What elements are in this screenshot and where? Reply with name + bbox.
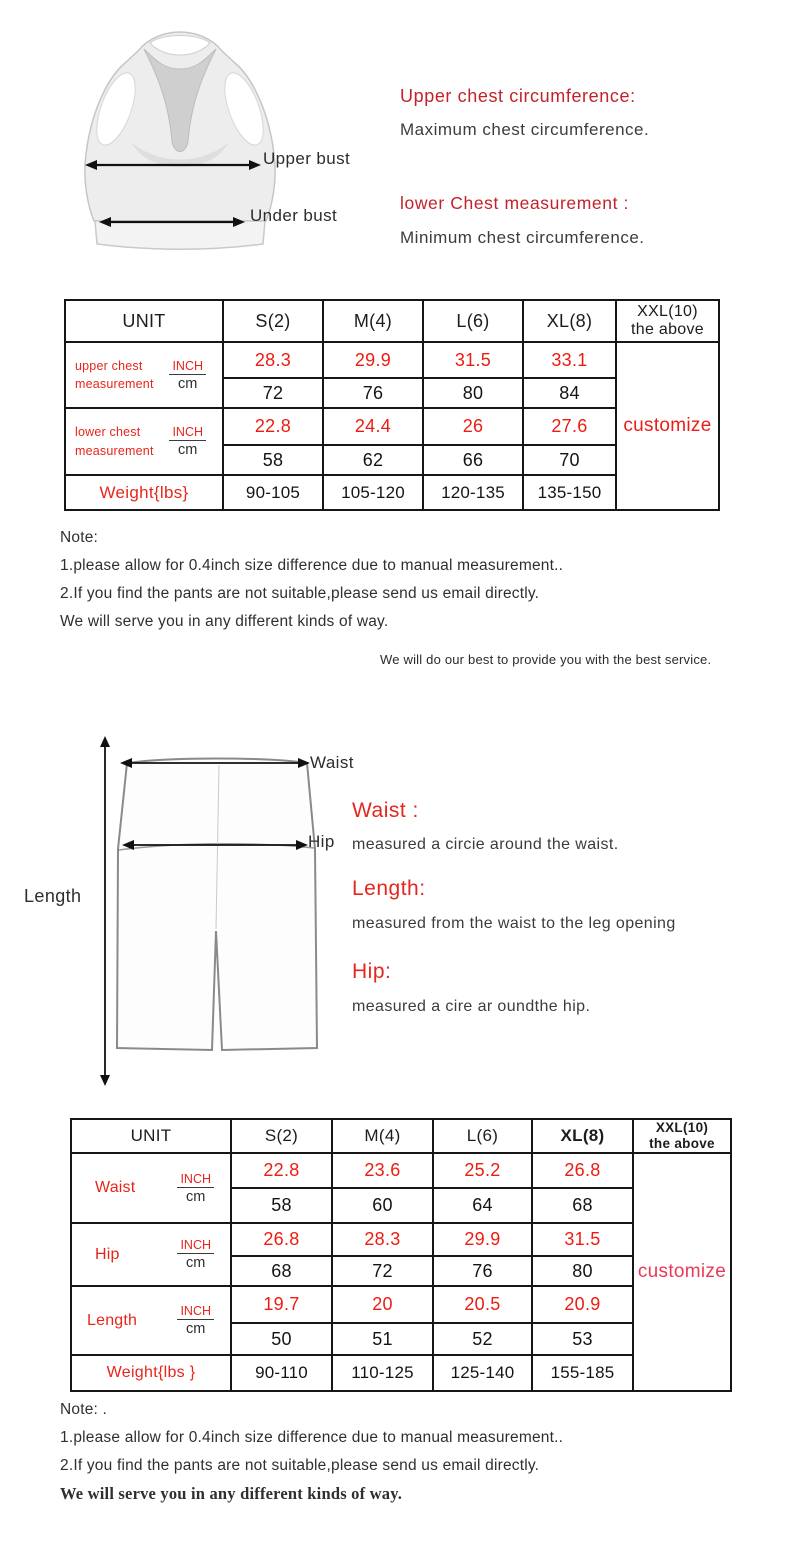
length-definition-text: measured from the waist to the leg opening (352, 915, 676, 932)
cm-unit: cm (186, 1321, 206, 1337)
t1-header-m: M(4) (323, 300, 423, 342)
t2-header-m: M(4) (332, 1119, 433, 1153)
t1-header-s: S(2) (223, 300, 323, 342)
t1-lower-chest-label-cell (65, 408, 223, 475)
t2-cell: 29.9 (433, 1223, 532, 1256)
t1-cell: 80 (423, 378, 523, 408)
cm-unit: cm (178, 375, 198, 392)
t1-xxl-line2: the above (631, 321, 704, 338)
length-arrow (100, 736, 110, 1086)
t2-hip-label: Hip (95, 1245, 120, 1263)
note2-line2: 2.If you find the pants are not suitable,please send us email directly. (60, 1457, 540, 1474)
lower-chest-description: Minimum chest circumference. (400, 228, 645, 247)
t2-cell: 28.3 (332, 1223, 433, 1256)
t2-hip-unit-fraction (177, 1238, 214, 1271)
t1-cell: 90-105 (223, 475, 323, 510)
inch-unit: INCH (169, 425, 206, 441)
t2-customize-cell: customize (633, 1153, 731, 1391)
shorts-illustration (20, 732, 350, 1088)
t2-cell: 68 (231, 1256, 332, 1286)
note2-title: Note: . (60, 1401, 108, 1418)
shorts-size-table (70, 1118, 732, 1392)
t1-cell: 33.1 (523, 342, 616, 378)
t2-cell: 22.8 (231, 1153, 332, 1188)
t2-length-label-cell (71, 1286, 231, 1355)
t2-cell: 64 (433, 1188, 532, 1223)
t2-xxl-line1: XXL(10) (655, 1120, 709, 1136)
t1-cell: 58 (223, 445, 323, 475)
t1-cell: 72 (223, 378, 323, 408)
t1-cell: 135-150 (523, 475, 616, 510)
note2-line3: We will serve you in any different kinds of way. (60, 1484, 403, 1503)
t2-cell: 31.5 (532, 1223, 633, 1256)
inch-unit: INCH (177, 1304, 214, 1320)
t1-cell: 22.8 (223, 408, 323, 445)
t1-cell: 31.5 (423, 342, 523, 378)
t2-cell: 60 (332, 1188, 433, 1223)
t1-lower-unit-fraction (169, 425, 206, 458)
t2-cell: 68 (532, 1188, 633, 1223)
t2-waist-unit-fraction (177, 1172, 214, 1205)
t1-header-xxl (616, 300, 719, 342)
upper-bust-label: Upper bust (263, 149, 351, 168)
t2-cell: 52 (433, 1323, 532, 1355)
waist-definition-text: measured a circie around the waist. (352, 836, 619, 853)
note1-line2: 2.If you find the pants are not suitable,please send us email directly. (60, 585, 540, 602)
t1-header-unit: UNIT (65, 300, 223, 342)
t1-cell: 76 (323, 378, 423, 408)
t1-cell: 24.4 (323, 408, 423, 445)
t2-hip-label-cell (71, 1223, 231, 1286)
t2-cell: 20.9 (532, 1286, 633, 1323)
t1-upper-chest-label-cell (65, 342, 223, 408)
waist-definition-heading: Waist : (352, 799, 419, 822)
note1-line3: We will serve you in any different kinds of way. (60, 613, 389, 630)
shorts-hip-label: Hip (308, 832, 335, 851)
t2-cell: 90-110 (231, 1355, 332, 1391)
t2-cell: 110-125 (332, 1355, 433, 1391)
hip-definition-text: measured a cire ar oundthe hip. (352, 998, 591, 1015)
t1-cell: 105-120 (323, 475, 423, 510)
note1-title: Note: (60, 529, 99, 546)
t1-header-xl: XL(8) (523, 300, 616, 342)
t2-cell: 72 (332, 1256, 433, 1286)
length-definition-heading: Length: (352, 877, 426, 900)
cm-unit: cm (186, 1255, 206, 1271)
inch-unit: INCH (169, 359, 206, 375)
t1-upper-chest-label (75, 357, 154, 393)
t1-cell: 70 (523, 445, 616, 475)
shorts-waist-label: Waist (310, 753, 354, 772)
bra-size-table (64, 299, 720, 511)
t2-cell: 155-185 (532, 1355, 633, 1391)
t2-cell: 23.6 (332, 1153, 433, 1188)
t2-length-unit-fraction (177, 1304, 214, 1337)
t2-cell: 80 (532, 1256, 633, 1286)
inch-unit: INCH (177, 1238, 214, 1254)
service-note: We will do our best to provide you with the best service. (380, 652, 712, 667)
t2-cell: 25.2 (433, 1153, 532, 1188)
t2-cell: 19.7 (231, 1286, 332, 1323)
note-block-1 (60, 524, 563, 636)
t2-header-s: S(2) (231, 1119, 332, 1153)
shorts-outline (117, 759, 317, 1051)
t2-cell: 26.8 (231, 1223, 332, 1256)
t2-cell: 76 (433, 1256, 532, 1286)
t1-upper-chest-line2: measurement (75, 377, 154, 391)
t1-lower-chest-line2: measurement (75, 443, 154, 458)
t2-header-unit: UNIT (71, 1119, 231, 1153)
t2-cell: 20 (332, 1286, 433, 1323)
t1-cell: 84 (523, 378, 616, 408)
t1-cell: 26 (423, 408, 523, 445)
t1-upper-unit-fraction (169, 359, 206, 392)
t1-cell: 28.3 (223, 342, 323, 378)
t1-cell: 66 (423, 445, 523, 475)
t1-lower-chest-line1: lower chest (75, 425, 141, 440)
cm-unit: cm (178, 442, 198, 458)
t1-weight-label: Weight{lbs} (65, 475, 223, 510)
t2-waist-label-cell (71, 1153, 231, 1223)
bra-band (95, 221, 265, 249)
t1-cell: 120-135 (423, 475, 523, 510)
t2-cell: 125-140 (433, 1355, 532, 1391)
note1-line1: 1.please allow for 0.4inch size difference due to manual measurement.. (60, 557, 564, 574)
upper-chest-description: Maximum chest circumference. (400, 120, 650, 139)
t2-cell: 26.8 (532, 1153, 633, 1188)
cm-unit: cm (186, 1188, 206, 1205)
t2-xxl-line2: the above (649, 1136, 715, 1151)
t2-waist-label: Waist (95, 1179, 136, 1197)
t2-length-label: Length (87, 1311, 138, 1329)
t2-weight-label: Weight{lbs } (71, 1355, 231, 1391)
inch-unit: INCH (177, 1172, 214, 1188)
shorts-length-label: Length (24, 886, 82, 906)
t1-xxl-line1: XXL(10) (637, 302, 698, 320)
lower-chest-heading: lower Chest measurement : (400, 193, 629, 213)
t2-header-l: L(6) (433, 1119, 532, 1153)
t1-cell: 27.6 (523, 408, 616, 445)
hip-definition-heading: Hip: (352, 960, 392, 983)
t2-cell: 51 (332, 1323, 433, 1355)
t2-header-xl: XL(8) (532, 1119, 633, 1153)
t1-header-l: L(6) (423, 300, 523, 342)
t1-cell: 62 (323, 445, 423, 475)
note2-line1: 1.please allow for 0.4inch size difference due to manual measurement.. (60, 1429, 564, 1446)
t2-cell: 53 (532, 1323, 633, 1355)
note-block-2 (60, 1396, 563, 1508)
under-bust-label: Under bust (250, 206, 338, 225)
upper-chest-heading: Upper chest circumference: (400, 86, 636, 106)
t1-lower-chest-label (75, 423, 154, 459)
t2-header-xxl (633, 1119, 731, 1153)
t2-cell: 58 (231, 1188, 332, 1223)
t1-cell: 29.9 (323, 342, 423, 378)
t2-cell: 20.5 (433, 1286, 532, 1323)
t1-customize-cell: customize (616, 342, 719, 510)
t2-cell: 50 (231, 1323, 332, 1355)
t1-upper-chest-line1: upper chest (75, 358, 143, 373)
